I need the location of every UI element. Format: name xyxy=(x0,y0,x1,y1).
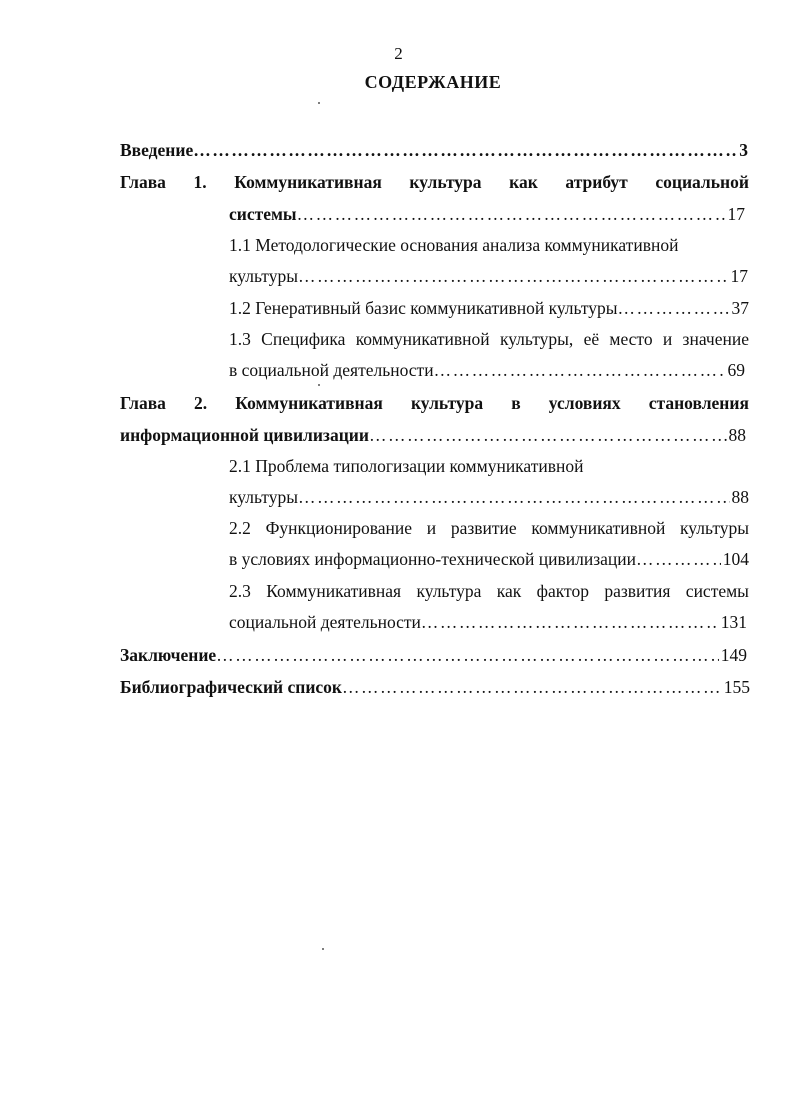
word: в xyxy=(511,393,521,413)
toc-page: 69 xyxy=(727,360,745,380)
toc-entry-intro xyxy=(120,139,748,161)
word: и xyxy=(426,518,437,538)
toc-entry-label: системы xyxy=(229,204,297,224)
word: 2.3 xyxy=(229,581,251,601)
word: развития xyxy=(604,581,671,601)
toc-leader xyxy=(434,359,726,381)
page-title: СОДЕРЖАНИЕ xyxy=(364,72,502,92)
word: Глава xyxy=(120,393,166,413)
toc-entry-label: социальной деятельности xyxy=(229,612,421,632)
toc-entry-label: Введение xyxy=(120,140,194,160)
word: Коммуникативная xyxy=(234,172,382,192)
word: Функционирование xyxy=(265,518,413,538)
word: значение xyxy=(682,329,749,349)
word: её xyxy=(583,329,600,349)
toc-section-1-1-line1: 1.1 Методологические основания анализа коммуникативной xyxy=(229,235,679,255)
word: 2. xyxy=(194,393,208,413)
toc-page: 3 xyxy=(739,140,748,160)
word: и xyxy=(662,329,673,349)
scan-speck xyxy=(322,948,324,950)
toc-leader xyxy=(421,611,719,633)
word: Коммуникативная xyxy=(266,581,402,601)
toc-section-2-2-line2 xyxy=(229,548,749,570)
word: 1.3 xyxy=(229,329,251,349)
word: коммуникативной xyxy=(355,329,490,349)
toc-entry-label: в социальной деятельности xyxy=(229,360,434,380)
toc-entry-bibliography xyxy=(120,676,750,698)
toc-chapter-2-cont xyxy=(120,424,746,446)
toc-page: 37 xyxy=(731,298,749,318)
scan-speck xyxy=(318,384,320,386)
toc-section-2-3-line2 xyxy=(229,611,747,633)
word: место xyxy=(609,329,653,349)
word: культуры, xyxy=(499,329,574,349)
toc-page: 149 xyxy=(720,645,747,665)
toc-leader xyxy=(618,297,730,319)
toc-section-2-3-line1 xyxy=(229,580,749,602)
toc-entry-label: информационной цивилизации xyxy=(120,425,369,445)
toc-section-1-2 xyxy=(229,297,749,319)
word: условиях xyxy=(548,393,621,413)
word: культура xyxy=(409,172,482,192)
toc-section-2-1-line2 xyxy=(229,486,749,508)
page-number: 2 xyxy=(394,44,403,63)
toc-page: 155 xyxy=(723,677,750,697)
toc-entry-label: Библиографический список xyxy=(120,677,343,697)
toc-leader xyxy=(636,548,721,570)
toc-page: 131 xyxy=(720,612,747,632)
toc-page: 88 xyxy=(731,487,749,507)
toc-leader xyxy=(193,139,737,161)
word: культура xyxy=(410,393,484,413)
word: Специфика xyxy=(261,329,346,349)
toc-entry-label: в условиях информационно-технической цивилизации xyxy=(229,549,637,569)
scan-speck xyxy=(318,102,320,104)
word: культура xyxy=(416,581,482,601)
toc-leader xyxy=(298,486,730,508)
toc-chapter-1-heading xyxy=(120,171,749,193)
toc-chapter-1-cont xyxy=(229,203,745,225)
toc-entry-conclusion xyxy=(120,644,747,666)
word: как xyxy=(496,581,522,601)
toc-leader xyxy=(216,644,719,666)
word: системы xyxy=(685,581,749,601)
word: Глава xyxy=(120,172,166,192)
word: как xyxy=(509,172,538,192)
toc-leader xyxy=(298,265,729,287)
word: культуры xyxy=(680,518,749,538)
word: 1. xyxy=(193,172,207,192)
word: атрибут xyxy=(565,172,628,192)
toc-section-2-2-line1 xyxy=(229,517,749,539)
toc-entry-label: культуры xyxy=(229,487,298,507)
toc-section-1-3-line2 xyxy=(229,359,745,381)
toc-leader xyxy=(342,676,722,698)
word: развитие xyxy=(450,518,517,538)
toc-chapter-2-heading xyxy=(120,392,749,414)
word: становления xyxy=(648,393,749,413)
word: социальной xyxy=(655,172,749,192)
toc-page: 17 xyxy=(727,204,745,224)
toc-section-2-1-line1: 2.1 Проблема типологизации коммуникативной xyxy=(229,456,584,476)
word: Коммуникативная xyxy=(235,393,383,413)
word: 2.2 xyxy=(229,518,251,538)
toc-leader xyxy=(297,203,726,225)
toc-section-1-3-line1 xyxy=(229,328,749,350)
toc-entry-label: культуры xyxy=(229,266,298,286)
word: коммуникативной xyxy=(531,518,666,538)
toc-page: 88 xyxy=(728,425,746,445)
toc-page: 104 xyxy=(722,549,749,569)
toc-entry-label: Заключение xyxy=(120,645,217,665)
toc-leader xyxy=(369,424,727,446)
toc-entry-label: 1.2 Генеративный базис коммуникативной культуры xyxy=(229,298,618,318)
toc-page: 17 xyxy=(730,266,748,286)
toc-section-1-1-line2 xyxy=(229,265,748,287)
word: фактор xyxy=(536,581,589,601)
